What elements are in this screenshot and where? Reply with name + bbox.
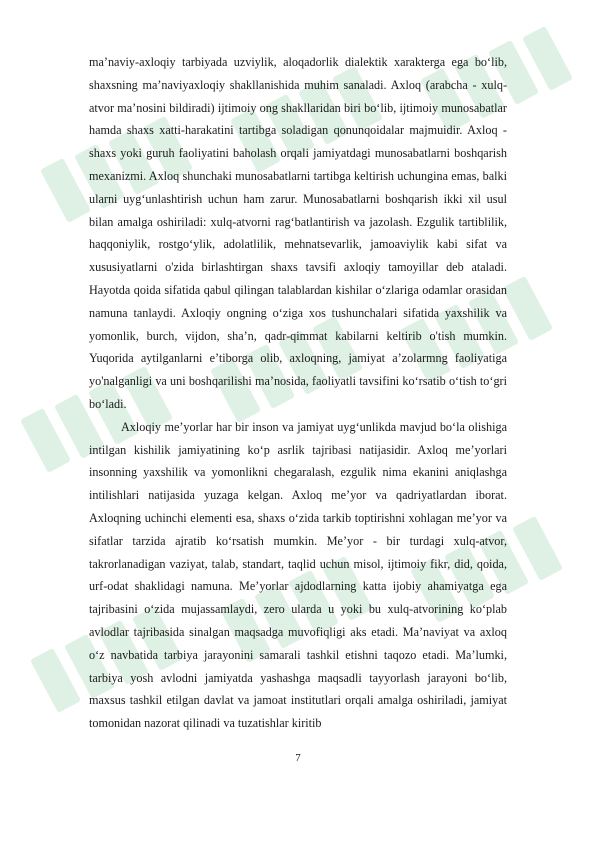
page-number: 7: [295, 752, 301, 764]
watermark-glyph: [40, 158, 91, 223]
watermark-glyph: [522, 26, 573, 91]
watermark-glyph: [30, 648, 81, 713]
paragraph-1: ma’naviy-axloqiy tarbiyada uzviylik, aloqadorlik dialektik xarakterga ega bo‘lib, shaxsning ma’naviyaxloqiy shakllanishida muhim sanaladi. Axloq (arabcha - xulq-atvor ma’nosini bildiradi) ijtimoiy ong shakllaridan biri bo‘lib, ijtimoiy munosabatlar hamda shaxs xatti-harakatini tartibga soladigan qonunqoidalar majmuidir. Axloq - shaxs yoki guruh faoliyatini baholash orqali jamiyatdagi munosabatlarni boshqarish mexanizmi. Axloq shunchaki munosabatlarni tartibga keltirish uchungina emas, balki ularni uyg‘unlashtirish uchun ham zarur. Munosabatlarni boshqarish ikki xil usul bilan amalga oshiriladi: xulq-atvorni rag‘batlantirish va jazolash. Ezgulik tartiblilik, haqqoniylik, rostgo‘ylik, adolatlilik, mehnatsevarlik, jamoaviylik kabi sifat va xususiyatlarni o'zida birlashtirgan shaxs tavsifi axloqiy tamoyillar deb ataladi. Hayotda qoida sifatida qabul qilingan talablardan kishilar o‘zlariga odamlar orasidan namuna tanlaydi. Axloqiy ongning o‘ziga xos tushunchalari sifatida yaxshilik va yomonlik, burch, vijdon, sha’n, qadr-qimmat kabilarni keltirib o'tish mumkin. Yuqorida aytilganlarni e’tiborga olib, axloqning, jamiyat a’zolarmng faoliyatiga yo'nalganligi va uni boshqarilishi ma’nosida, faoliyatli tavsifini ko‘rsatib o‘tish to‘gri bo‘ladi.: [89, 55, 507, 411]
watermark-glyph: [502, 276, 553, 341]
paragraph-2: Axloqiy me’yorlar har bir inson va jamiyat uyg‘unlikda mavjud bo‘la olishiga intilgan kishilik jamiyatining ko‘p asrlik tajribasi natijasidir. Axloq me’yorlari insonning yaxshilik va yomonlikni chegaralash, ezgulik nima ekanini aniqlashga intilishlari natijasida yuzaga kelgan. Axloq me’yor va qadriyatlardan iborat. Axloqning uchinchi elementi esa, shaxs o‘zida tarkib toptirishni xohlagan me’yor va sifatlar tarzida ajratib ko‘rsatish mumkin. Me’yor - bir turdagi xulq-atvor, takrorlanadigan vaziyat, talab, standart, taqlid uchun misol, ijtimoiy fikr, did, qoida, urf-odat shaklidagi namuna. Me’yorlar ajdodlarning katta ijobiy ahamiyatga ega tajribasini o‘zida mujassamlaydi, zero ularda u yoki bu xulq-atvorining ko‘plab avlodlar tajribasida sinalgan maqsadga muvofiqligi aks etadi. Ma’naviyat va axloq o‘z navbatida tarbiya jarayonini samarali tashkil etishni taqozo etadi. Ma’lumki, tarbiya yosh avlodni jamiyatda yashashga maqsadli tayyorlash jarayoni bo‘lib, maxsus tashkil etilgan davlat va jamoat institutlari orqali amalga oshiriladi, jamiyat tomonidan nazorat qilinadi va tuzatishlar kiritib: [89, 419, 507, 731]
document-body: [89, 51, 507, 735]
watermark-glyph: [20, 408, 71, 473]
watermark-glyph: [512, 516, 563, 581]
